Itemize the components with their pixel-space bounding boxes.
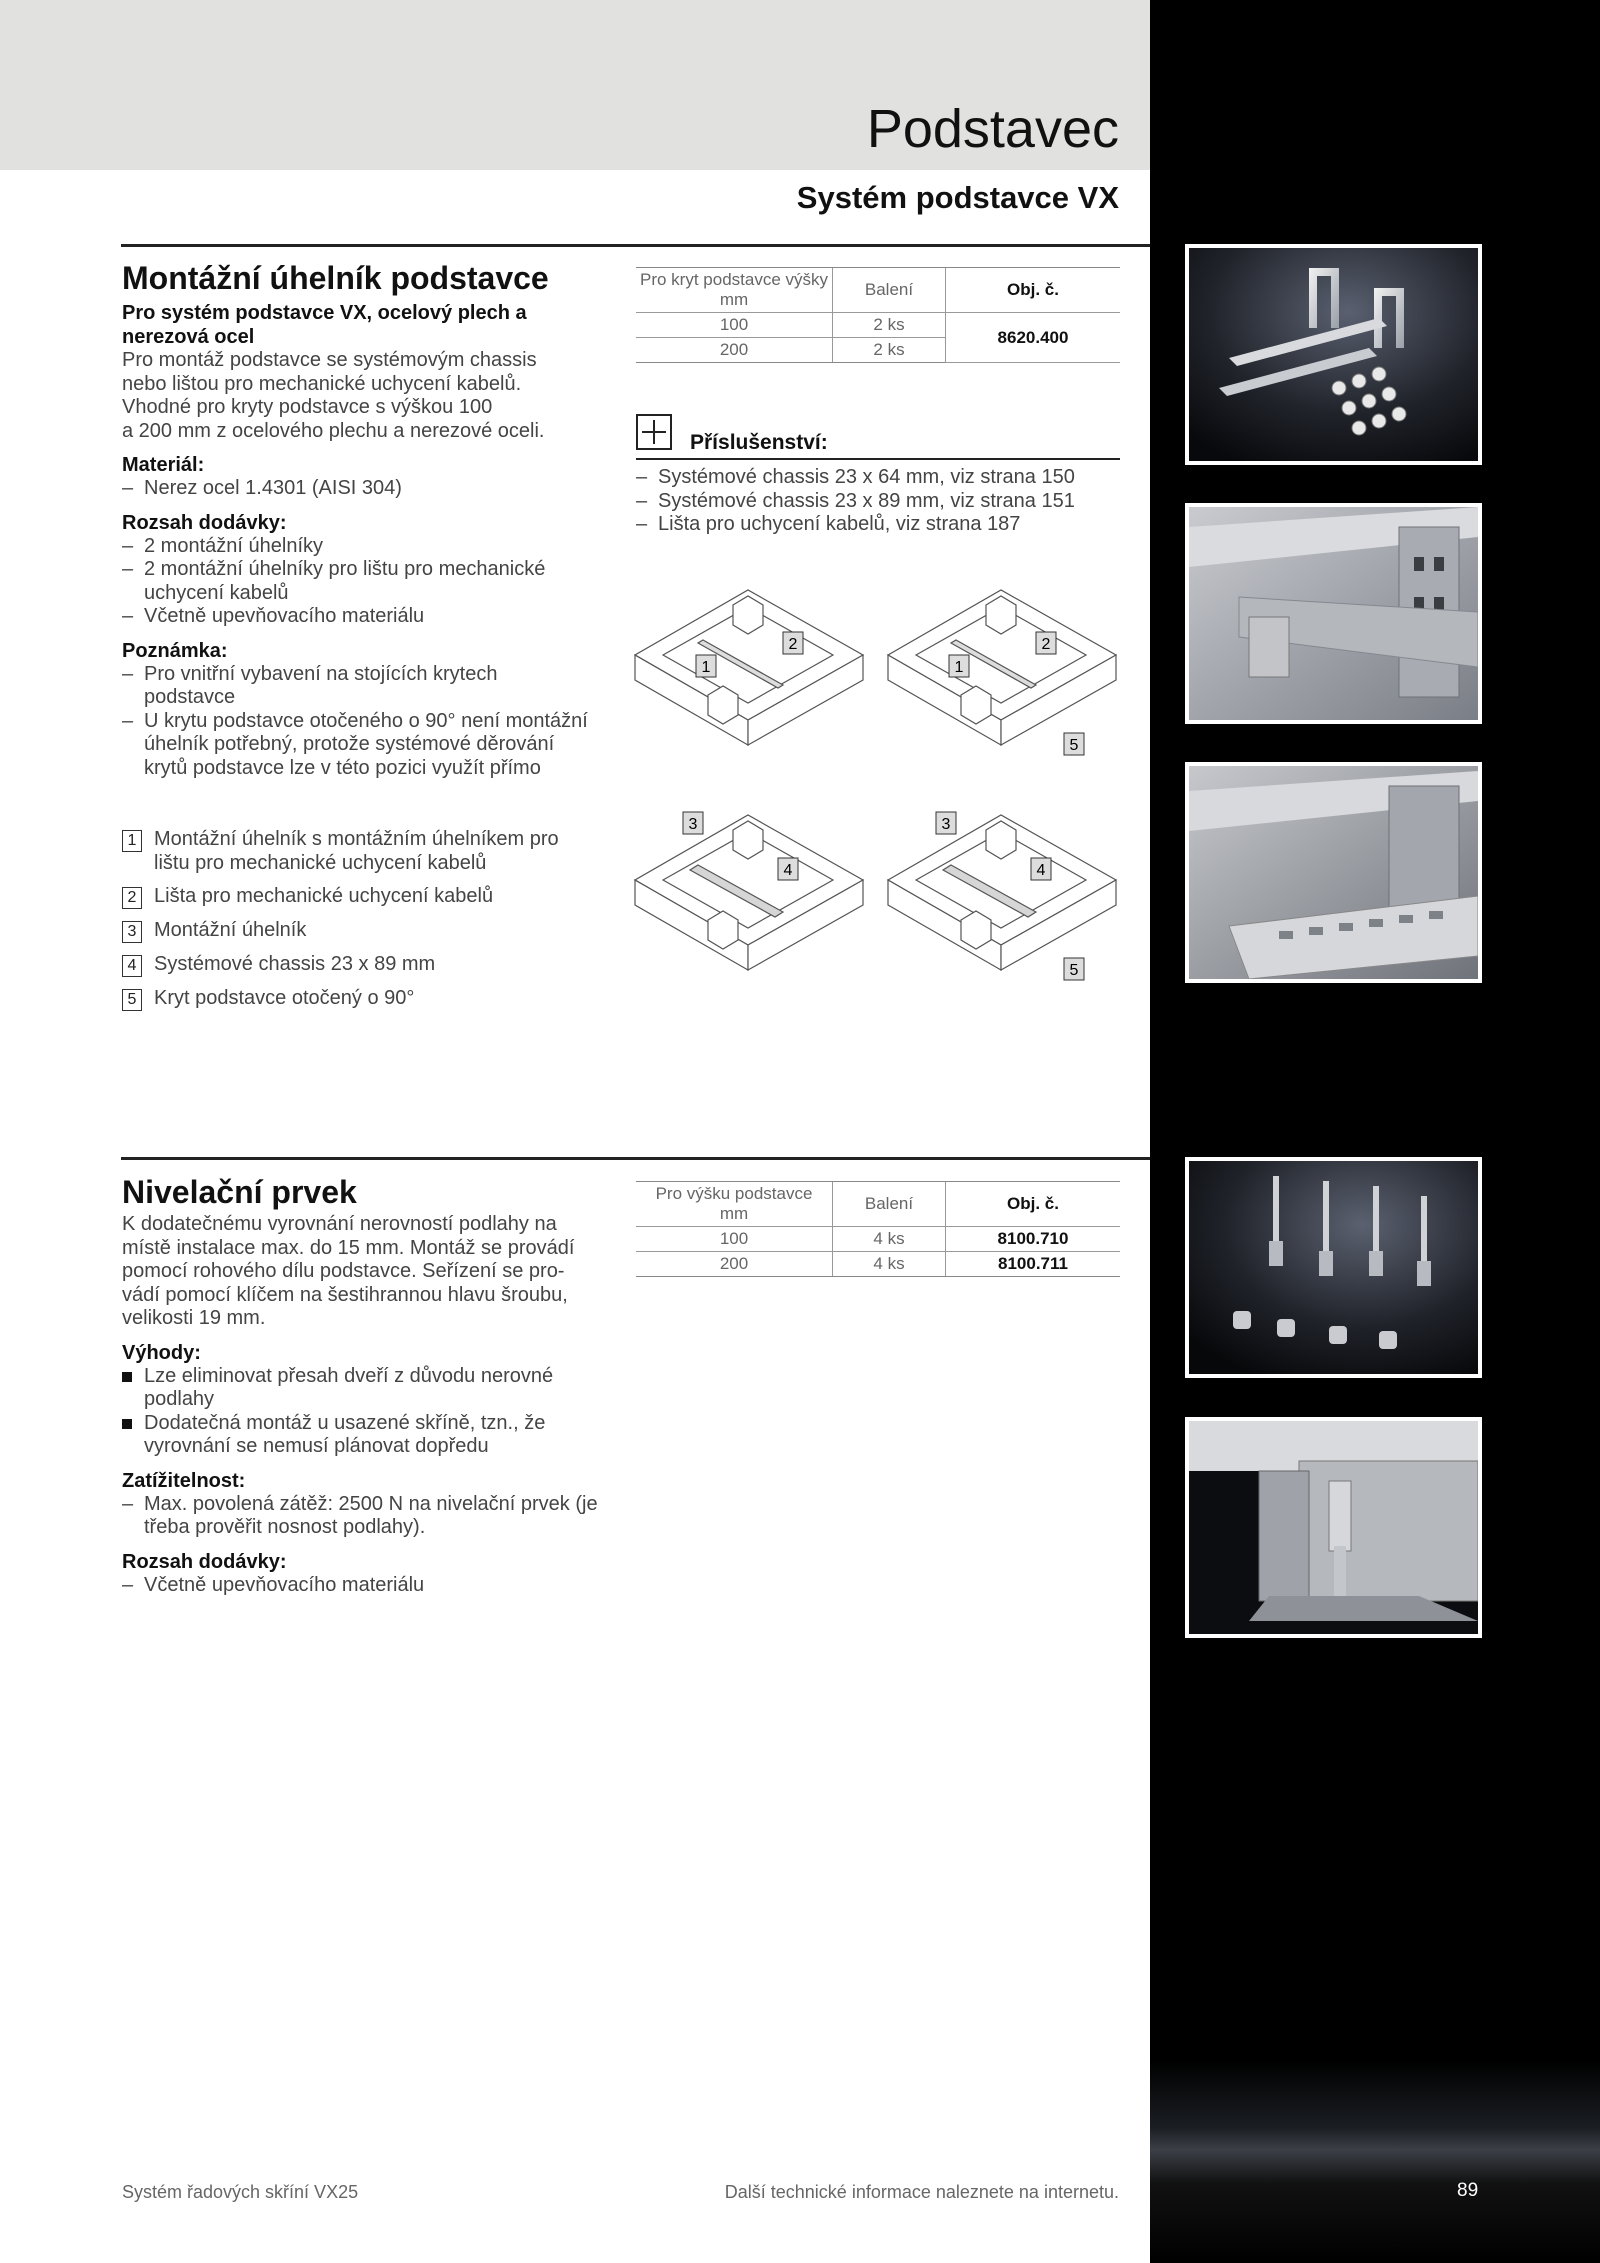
note-list — [122, 663, 592, 781]
scope-list — [122, 535, 582, 629]
table-row — [636, 1252, 1120, 1277]
table-cell: 100 — [636, 1227, 833, 1252]
product-photo-levelling-installed — [1185, 1417, 1482, 1638]
list-item: – Systémové chassis 23 x 89 mm, viz strana 151 — [636, 490, 1136, 514]
page-subtitle: Systém podstavce VX — [796, 180, 1119, 215]
desc-line: K dodatečnému vyrovnání nerovností podlahy na — [122, 1213, 557, 1235]
svg-text:2: 2 — [788, 636, 798, 653]
product-photo-levelling-feet — [1185, 1157, 1482, 1378]
desc-line: pomocí rohového dílu podstavce. Seřízení se pro- — [122, 1260, 565, 1282]
list-item: – Včetně upevňovacího materiálu — [122, 1574, 612, 1598]
legend-row — [122, 987, 602, 1011]
diagram-4 — [886, 810, 1121, 1000]
diagram-label — [1031, 858, 1051, 880]
note-label: Poznámka: — [122, 639, 228, 662]
svg-text:1: 1 — [701, 659, 711, 676]
product-photo-brackets — [1185, 244, 1482, 465]
table-cell: 2 ks — [833, 338, 946, 363]
diagram-label — [683, 812, 703, 834]
table-header: Balení — [833, 268, 946, 313]
diagram-label — [1064, 733, 1084, 755]
plus-icon — [636, 414, 672, 450]
order-number: 8100.711 — [946, 1252, 1121, 1277]
section2-rule — [121, 1157, 1150, 1160]
table-header: Pro výšku podstavce mm — [636, 1182, 833, 1227]
page-number: 89 — [1457, 2180, 1479, 2201]
table-header-row — [636, 1182, 1120, 1227]
table-header: Balení — [833, 1182, 946, 1227]
advantages-list — [122, 1365, 582, 1459]
levelling-installed-image — [1189, 1421, 1478, 1634]
order-number: 8620.400 — [946, 313, 1121, 363]
scope-list — [122, 1574, 612, 1598]
table-cell: 200 — [636, 1252, 833, 1277]
diagram-label — [936, 812, 956, 834]
table-cell: 4 ks — [833, 1252, 946, 1277]
list-item: – Lišta pro uchycení kabelů, viz strana 187 — [636, 513, 1136, 537]
diagram-label — [783, 632, 803, 654]
svg-text:3: 3 — [941, 816, 951, 833]
list-item: – U krytu podstavce otočeného o 90° není montážní úhelník potřebný, protože systémové děrování krytů podstavce lze v této pozici využít přímo — [122, 710, 594, 781]
section2-text — [122, 1174, 612, 1597]
list-item: – Max. povolená zátěž: 2500 N na nivelační prvek (je třeba prověřit nosnost podlahy). — [122, 1493, 602, 1540]
diagram-label — [949, 655, 969, 677]
table-cell: 100 — [636, 313, 833, 338]
legend-row — [122, 919, 602, 943]
section1-subtitle: Pro systém podstavce VX, ocelový plech a nerezová ocel — [122, 302, 527, 348]
svg-text:4: 4 — [1036, 862, 1046, 879]
table-header-row — [636, 268, 1120, 313]
desc-line: velikosti 19 mm. — [122, 1307, 266, 1329]
table-row — [636, 1227, 1120, 1252]
table-cell: 4 ks — [833, 1227, 946, 1252]
list-item: – Systémové chassis 23 x 64 mm, viz strana 150 — [636, 466, 1136, 490]
levelling-feet-image — [1189, 1161, 1478, 1374]
desc-line: místě instalace max. do 15 mm. Montáž se provádí — [122, 1236, 575, 1259]
svg-text:3: 3 — [688, 816, 698, 833]
diagram-2 — [886, 585, 1121, 775]
section1-order-table — [636, 267, 1120, 363]
legend-number: 2 — [122, 887, 142, 909]
svg-text:5: 5 — [1069, 962, 1079, 979]
legend-text: Montážní úhelník s montážním úhelníkem pro lištu pro mechanické uchycení kabelů — [154, 828, 559, 874]
legend-number: 5 — [122, 989, 142, 1011]
list-item: Dodatečná montáž u usazené skříně, tzn., že vyrovnání se nemusí plánovat dopředu — [122, 1412, 564, 1459]
header-rule — [121, 244, 1150, 247]
bracket-kit-image — [1189, 248, 1478, 461]
svg-text:2: 2 — [1041, 636, 1051, 653]
table-header: Pro kryt podstavce výšky mm — [636, 268, 833, 313]
section1-text — [122, 260, 602, 780]
diagram-label — [778, 858, 798, 880]
section2-order-table — [636, 1181, 1120, 1277]
advantages-label: Výhody: — [122, 1341, 201, 1364]
diagram-label — [1064, 958, 1084, 980]
svg-text:4: 4 — [783, 862, 793, 879]
legend-text: Systémové chassis 23 x 89 mm — [154, 953, 436, 975]
load-label: Zatížitelnost: — [122, 1469, 246, 1492]
diagram-1 — [633, 585, 868, 750]
legend-number: 4 — [122, 955, 142, 977]
desc-line: a 200 mm z ocelového plechu a nerezové oceli. — [122, 419, 545, 442]
table-row — [636, 313, 1120, 338]
svg-text:5: 5 — [1069, 737, 1079, 754]
footer-left: Systém řadových skříní VX25 — [122, 2182, 359, 2202]
list-item: – 2 montážní úhelníky pro lištu pro mechanické uchycení kabelů — [122, 558, 574, 605]
list-item: – Pro vnitřní vybavení na stojících krytech podstavce — [122, 663, 524, 710]
table-cell: 200 — [636, 338, 833, 363]
accessories-title: Příslušenství: — [690, 431, 828, 454]
list-item: Lze eliminovat přesah dveří z důvodu nerovné podlahy — [122, 1365, 584, 1412]
desc-line: Vhodné pro kryty podstavce s výškou 100 — [122, 396, 493, 418]
accessories-list — [636, 466, 1136, 537]
list-item: – 2 montážní úhelníky — [122, 535, 582, 559]
legend-row — [122, 885, 602, 909]
legend-row — [122, 953, 602, 977]
svg-text:1: 1 — [954, 659, 964, 676]
desc-line: vádí pomocí klíčem na šestihrannou hlavu šroubu, — [122, 1283, 568, 1306]
footer-center: Další technické informace naleznete na internetu. — [724, 2182, 1119, 2202]
cable-rail-image — [1189, 766, 1478, 979]
product-photo-chassis — [1185, 503, 1482, 724]
product-photo-rail — [1185, 762, 1482, 983]
diagram-label — [1036, 632, 1056, 654]
accessories-rule — [636, 458, 1120, 460]
diagram-3 — [633, 810, 868, 1000]
table-cell: 2 ks — [833, 313, 946, 338]
material-list — [122, 477, 602, 501]
section1-description — [122, 349, 602, 443]
list-item: – Nerez ocel 1.4301 (AISI 304) — [122, 477, 602, 501]
scope-label: Rozsah dodávky: — [122, 511, 287, 534]
load-list — [122, 1493, 602, 1540]
legend-number: 3 — [122, 921, 142, 943]
section2-description — [122, 1213, 612, 1331]
desc-line: Pro montáž podstavce se systémovým chassis — [122, 349, 537, 371]
diagram-label — [696, 655, 716, 677]
legend-text: Lišta pro mechanické uchycení kabelů — [154, 885, 494, 907]
page-title: Podstavec — [866, 99, 1119, 159]
section2-title: Nivelační prvek — [122, 1174, 357, 1210]
scope-label: Rozsah dodávky: — [122, 1550, 287, 1573]
table-header: Obj. č. — [946, 1182, 1121, 1227]
chassis-mount-image — [1189, 507, 1478, 720]
section1-title: Montážní úhelník podstavce — [122, 260, 549, 296]
material-label: Materiál: — [122, 454, 205, 476]
legend-number: 1 — [122, 830, 142, 852]
list-item: – Včetně upevňovacího materiálu — [122, 605, 582, 629]
table-header: Obj. č. — [946, 268, 1121, 313]
legend-text: Kryt podstavce otočený o 90° — [154, 987, 415, 1009]
legend-text: Montážní úhelník — [154, 919, 307, 941]
desc-line: nebo lištou pro mechanické uchycení kabelů. — [122, 372, 522, 395]
order-number: 8100.710 — [946, 1227, 1121, 1252]
legend-row — [122, 828, 602, 875]
legend — [122, 828, 602, 1021]
